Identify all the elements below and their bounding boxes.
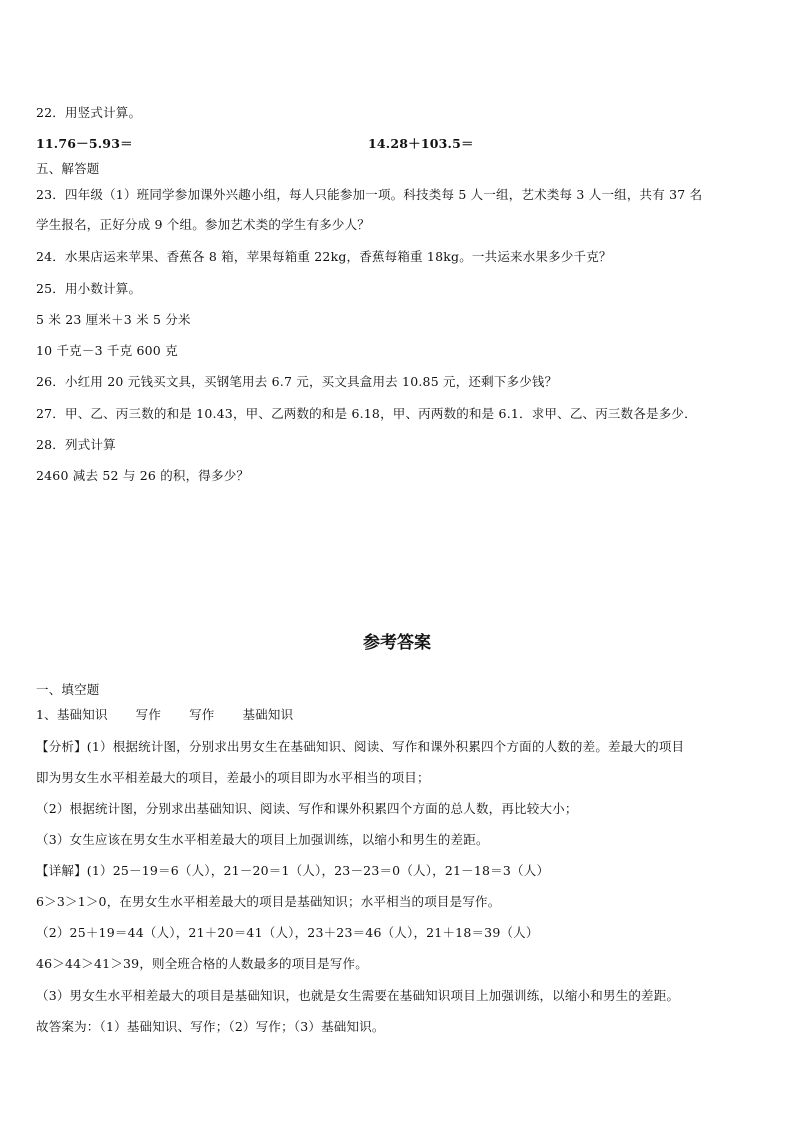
answer-1-item: 基础知识 (242, 707, 294, 722)
question-25-title: 25．用小数计算。 (36, 281, 142, 296)
expression-1: 11.76－5.93＝ (36, 136, 133, 151)
question-25-b: 10 千克－3 千克 600 克 (36, 343, 178, 358)
answer-1-label: 1、基础知识 (36, 707, 108, 722)
answer-1-item: 写作 (135, 707, 162, 722)
answer-1 (36, 707, 293, 723)
answer-1-item: 写作 (189, 707, 215, 722)
detail-line-4: 46＞44＞41＞39，则全班合格的人数最多的项目是写作。 (36, 956, 368, 971)
question-28-text: 2460 减去 52 与 26 的积，得多少？ (36, 468, 250, 483)
question-22-title: 22．用竖式计算。 (36, 105, 142, 120)
question-24: 24．水果店运来苹果、香蕉各 8 箱，苹果每箱重 22kg，香蕉每箱重 18kg。一共运来水果多少千克？ (36, 249, 612, 264)
question-23-line-1: 23．四年级（1）班同学参加课外兴趣小组，每人只能参加一项。科技类每 5 人一组，艺术类每 3 人一组，共有 37 名 (36, 187, 703, 202)
answers-title: 参考答案 (363, 633, 431, 653)
analysis-line-1: 【分析】(1）根据统计图，分别求出男女生在基础知识、阅读、写作和课外积累四个方面的人数的差。差最大的项目 (36, 739, 685, 754)
answers-section-1: 一、填空题 (36, 682, 100, 697)
question-22-expressions (36, 136, 736, 152)
final-answer: 故答案为：（1）基础知识、写作；（2）写作；（3）基础知识。 (36, 1019, 385, 1034)
question-23-line-2: 学生报名，正好分成 9 个组。参加艺术类的学生有多少人？ (36, 217, 371, 232)
question-27: 27．甲、乙、丙三数的和是 10.43，甲、乙两数的和是 6.18，甲、丙两数的和是 6.1．求甲、乙、丙三数各是多少． (36, 406, 697, 421)
analysis-line-3: （2）根据统计图，分别求出基础知识、阅读、写作和课外积累四个方面的总人数，再比较大小； (36, 801, 578, 816)
analysis-line-4: （3）女生应该在男女生水平相差最大的项目上加强训练，以缩小和男生的差距。 (36, 832, 489, 847)
analysis-line-2: 即为男女生水平相差最大的项目，差最小的项目即为水平相当的项目； (36, 770, 430, 785)
expression-2: 14.28＋103.5＝ (368, 136, 474, 151)
detail-line-5: （3）男女生水平相差最大的项目是基础知识，也就是女生需要在基础知识项目上加强训练，以缩小和男生的差距。 (36, 988, 680, 1003)
question-26: 26．小红用 20 元钱买文具，买钢笔用去 6.7 元，买文具盒用去 10.85 元，还剩下多少钱？ (36, 374, 558, 389)
detail-line-1: 【详解】(1）25－19＝6（人），21－20＝1（人），23－23＝0（人），21－18＝3（人） (36, 863, 550, 878)
detail-line-3: （2）25＋19＝44（人），21＋20＝41（人），23＋23＝46（人），21＋18＝39（人） (36, 925, 539, 940)
question-28-title: 28．列式计算 (36, 437, 116, 452)
section-5-heading: 五、解答题 (36, 161, 100, 176)
detail-line-2: 6＞3＞1＞0，在男女生水平相差最大的项目是基础知识；水平相当的项目是写作。 (36, 894, 501, 909)
question-25-a: 5 米 23 厘米＋3 米 5 分米 (36, 312, 191, 327)
